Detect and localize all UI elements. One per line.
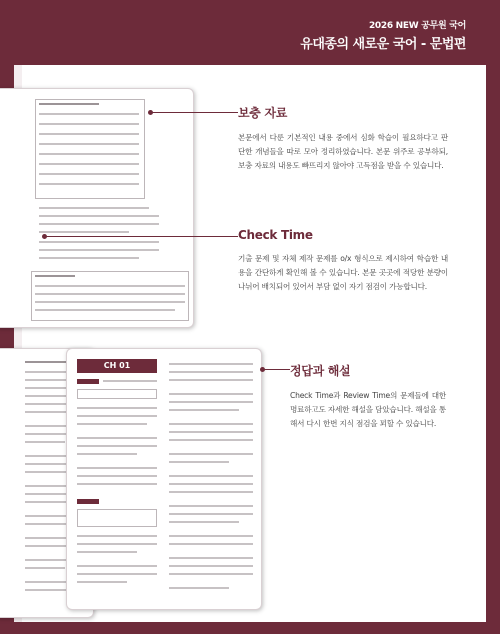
- feature-answers-title: 정답과 해설: [290, 364, 351, 378]
- feature-supplement-body: 본문에서 다룬 기본적인 내용 중에서 심화 학습이 필요하다고 판단한 개념들을 따로 모아 정리하였습니다. 본문 위주로 공부하되, 보충 자료의 내용도 빠뜨리지 않아야 고득점을 받을 수 있습니다.: [238, 133, 448, 170]
- feature-supplement: [238, 104, 448, 173]
- feature-check-time: [238, 228, 448, 294]
- connector-dot-2: [42, 234, 47, 239]
- sample-page-answers: [66, 348, 262, 610]
- check-time-box: [31, 271, 189, 321]
- connector-line-3: [262, 369, 290, 370]
- feature-check-time-title: Check Time: [238, 228, 313, 242]
- feature-check-time-body: 기출 문제 및 자체 제작 문제를 o/x 형식으로 제시하여 학습한 내용을 간단하게 확인해 볼 수 있습니다. 본문 곳곳에 적당한 분량이 나뉘어 배치되어 있어서 부담 없이 자기 점검이 가능합니다.: [238, 254, 448, 291]
- connector-dot-3: [260, 367, 265, 372]
- header-band: [0, 0, 500, 65]
- feature-supplement-title: 보충 자료: [238, 106, 288, 120]
- connector-dot-1: [148, 110, 153, 115]
- feature-answers: [290, 362, 446, 431]
- book-subtitle: 2026 NEW 공무원 국어: [368, 21, 466, 31]
- chapter-label: CH 01: [77, 359, 157, 373]
- connector-line-2: [44, 236, 238, 237]
- feature-answers-body: Check Time과 Review Time의 문제들에 대한 명료하고도 자세한 해설을 담았습니다. 해설을 통해서 다시 한번 지식 점검을 꾀할 수 있습니다.: [290, 391, 446, 428]
- right-side-bar: [486, 65, 500, 634]
- footer-band: [0, 622, 500, 634]
- connector-line-1: [150, 112, 238, 113]
- book-title: 유대종의 새로운 국어 - 문법편: [300, 37, 466, 52]
- sample-page-supplement: [0, 88, 194, 328]
